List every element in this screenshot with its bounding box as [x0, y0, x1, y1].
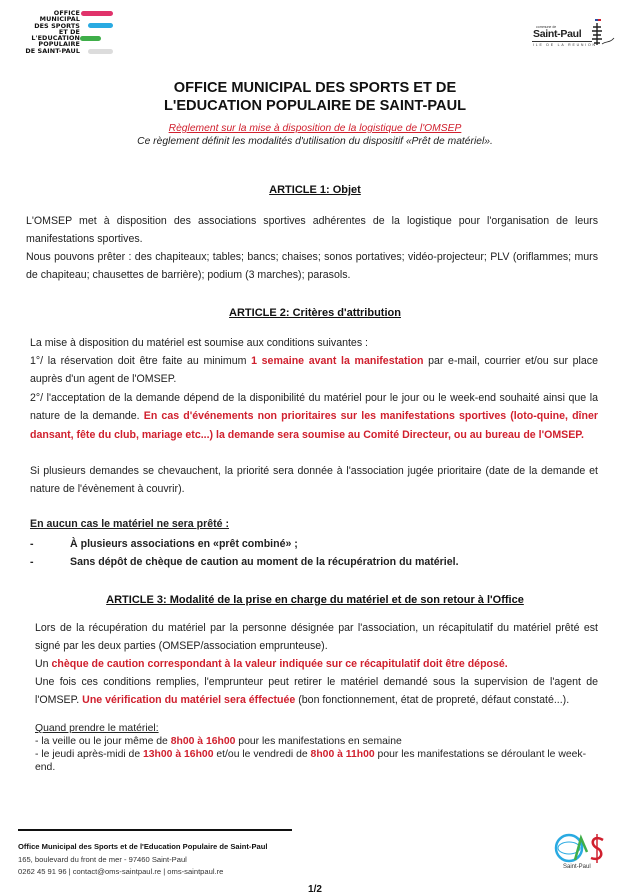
oms-logo-icon: [553, 830, 613, 866]
when-item-weekday: - la veille ou le jour même de 8h00 à 16h00 pour les manifestations en semaine: [35, 736, 402, 747]
highlight-delay: 1 semaine avant la manifestation: [251, 355, 424, 367]
document-title-line1: OFFICE MUNICIPAL DES SPORTS ET DE: [173, 80, 457, 96]
highlight-non-priority: En cas d'événements non prioritaires sur les manifestations sportives (loto-quine, dîner dansant, fête du club, mariage etc...) la demande sera soumise au Comité Directeur, ou au bureau de l'OMSEP.: [30, 410, 598, 441]
article2-condition2: 2°/ l'acceptation de la demande dépend de la disponibilité du matériel pour le jour ou le week-end souhaité ainsi que la nature de la demande. En cas d'événements non prioritaires sur les manifestations sportives (loto-quine, dîner dansant, fête du club, mariage etc...) la demande sera soumise au Comité Directeur, ou au bureau de l'OMSEP.: [30, 392, 598, 441]
logo-bar-pink: [81, 11, 113, 16]
logo-bar-blue: [88, 23, 113, 28]
subtitle-red: Règlement sur la mise à disposition de la logistique de l'OMSEP: [168, 123, 462, 134]
article2-condition1: 1°/ la réservation doit être faite au minimum 1 semaine avant la manifestation par e-mail, courrier et/ou sur place auprès d'un agent de l'OMSEP.: [30, 355, 598, 386]
city-logo-sub: ILE DE LA REUNION: [533, 43, 597, 47]
article3-paragraph3: Une fois ces conditions remplies, l'emprunteur peut retirer le matériel demandé sous la supervision de l'agent de l'OMSEP. Une vérification du matériel sera éffectuée (bon fonctionnement, état de propreté, défaut constaté...).: [35, 676, 598, 707]
omsep-logo: [18, 10, 113, 58]
never-heading: En aucun cas le matériel ne sera prêté :: [30, 518, 230, 530]
city-logo-name: Saint-Paul: [533, 28, 582, 40]
highlight-deposit: chèque de caution correspondant à la valeur indiquée sur ce récapitulatif doit être déposé.: [51, 658, 508, 670]
oms-logo-label: Saint-Paul: [563, 864, 591, 870]
footer-divider: [18, 829, 292, 831]
never-item: - Sans dépôt de chèque de caution au moment de la récupératrion du matériel.: [30, 556, 459, 568]
saint-paul-logo: [528, 17, 616, 49]
document-title-line2: L'EDUCATION POPULAIRE DE SAINT-PAUL: [163, 98, 467, 114]
highlight-verification: Une vérification du matériel sera éffectuée: [82, 694, 296, 707]
footer-org: Office Municipal des Sports et de l'Education Populaire de Saint-Paul: [18, 842, 268, 851]
article2-intro: La mise à disposition du matériel est soumise aux conditions suivantes :: [30, 337, 368, 349]
oms-logo: [553, 830, 613, 874]
omsep-logo-text: OFFICE MUNICIPAL DES SPORTS ET DE L'EDUCATION POPULAIRE DE SAINT-PAUL: [25, 9, 80, 55]
logo-bar-green: [80, 36, 101, 41]
article3-paragraph1: Lors de la récupération du matériel par la personne désignée par l'association, un récapitulatif du matériel prêté est signé par les deux parties (OMSEP/association emprunteuse).: [35, 622, 598, 653]
article1-paragraph1: L'OMSEP met à disposition des associations sportives adhérentes de la logistique pour l'organisation de leurs manifestations sportives.: [26, 215, 598, 246]
article3-paragraph2: Un chèque de caution correspondant à la valeur indiquée sur ce récapitulatif doit être déposé.: [35, 658, 508, 670]
subtitle: Ce règlement définit les modalités d'utilisation du dispositif «Prêt de matériel».: [137, 136, 493, 147]
footer-contact: 0262 45 91 96 | contact@oms-saintpaul.re | oms-saintpaul.re: [18, 867, 224, 876]
when-heading: Quand prendre le matériel:: [35, 723, 159, 734]
when-item-weekend: - le jeudi après-midi de 13h00 à 16h00 et/ou le vendredi de 8h00 à 11h00 pour les manifestations se déroulant le week-end.: [35, 749, 587, 773]
article2-overlap: Si plusieurs demandes se chevauchent, la priorité sera donnée à l'association jugée prioritaire (date de la demande et nature de l'évènement à couvrir).: [30, 465, 598, 496]
never-item: - À plusieurs associations en «prêt combiné» ;: [30, 538, 298, 550]
article2-heading: ARTICLE 2: Critères d'attribution: [229, 307, 401, 319]
palm-tree-icon: [590, 17, 616, 47]
logo-bar-grey: [88, 49, 113, 54]
article1-heading: ARTICLE 1: Objet: [269, 184, 361, 196]
footer-address: 165, boulevard du front de mer - 97460 Saint-Paul: [18, 855, 187, 864]
page-number: 1/2: [308, 884, 322, 895]
article1-paragraph2: Nous pouvons prêter : des chapiteaux; tables; bancs; chaises; sonos portatives; vidéo-projecteur; PLV (oriflammes; murs de chapiteau; chausettes de barrière); podium (3 marches); parasols.: [26, 251, 598, 282]
city-logo-caption: commune de: [536, 25, 557, 29]
city-logo-rule: [532, 41, 592, 42]
article3-heading: ARTICLE 3: Modalité de la prise en charge du matériel et de son retour à l'Office: [106, 594, 524, 606]
